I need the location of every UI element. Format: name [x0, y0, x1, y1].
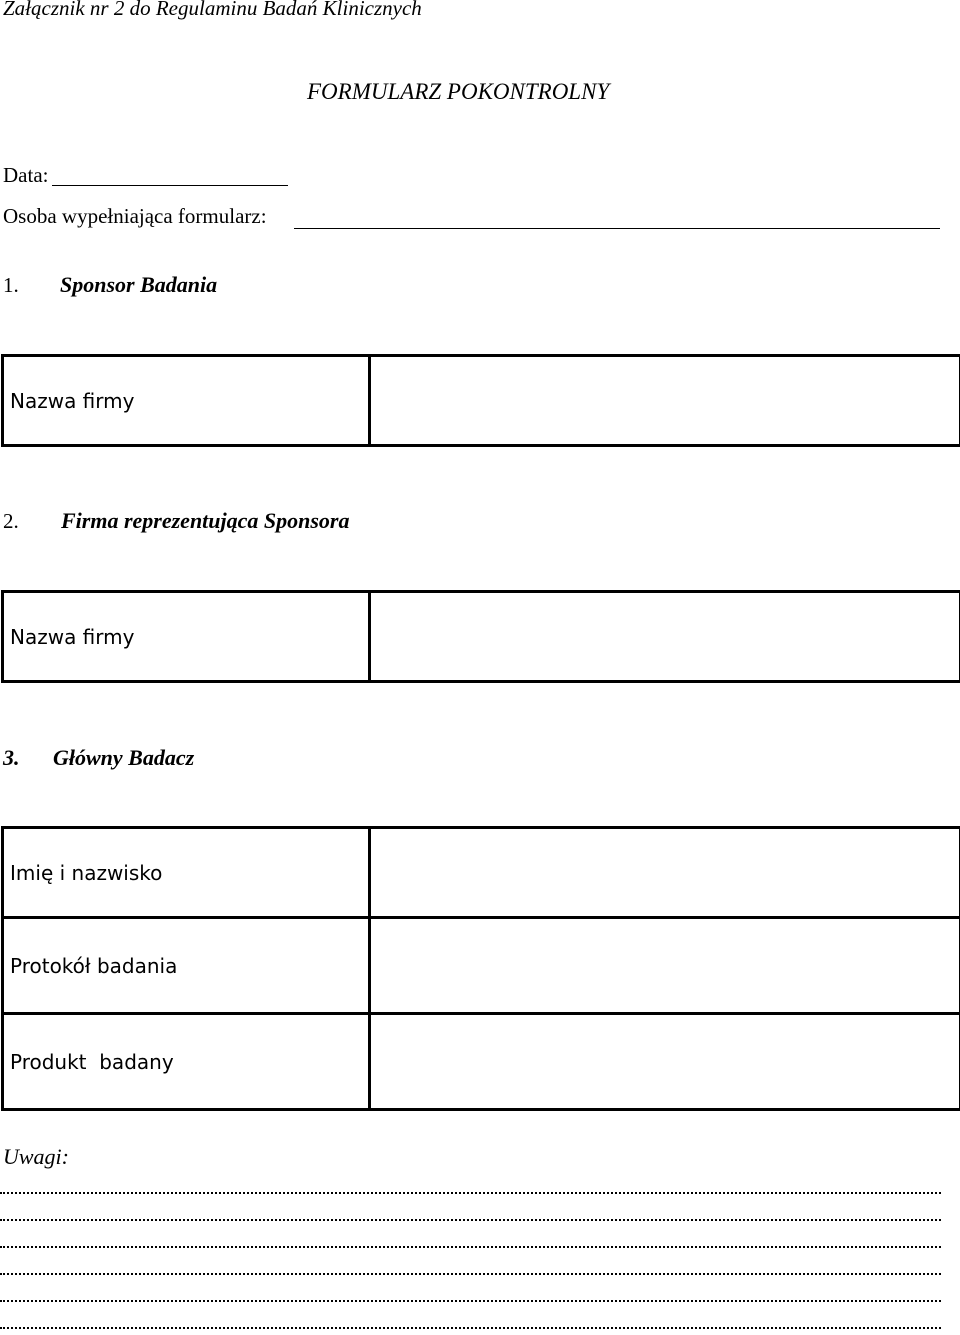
row-label: Produkt badany — [3, 1014, 370, 1110]
notes-line[interactable] — [0, 1273, 941, 1275]
notes-line[interactable] — [0, 1327, 941, 1329]
investigator-name-field[interactable] — [370, 828, 960, 918]
section-1-table — [1, 354, 960, 447]
row-label: Imię i nazwisko — [3, 828, 370, 918]
notes-line[interactable] — [0, 1219, 941, 1221]
section-2-title: Firma reprezentująca Sponsora — [61, 508, 350, 533]
section-3-table — [1, 826, 960, 1111]
filler-label: Osoba wypełniająca formularz: — [3, 204, 267, 228]
notes-label: Uwagi: — [3, 1144, 69, 1169]
table-row — [3, 828, 960, 918]
notes-line[interactable] — [0, 1246, 941, 1248]
notes-line[interactable] — [0, 1300, 941, 1302]
filler-field[interactable] — [294, 228, 940, 229]
date-field[interactable] — [52, 185, 288, 186]
section-3-number: 3. — [3, 745, 20, 770]
section-1-number: 1. — [3, 273, 19, 297]
company-name-field[interactable] — [370, 592, 960, 682]
table-row — [3, 918, 960, 1014]
table-row — [3, 356, 960, 446]
row-label: Protokół badania — [3, 918, 370, 1014]
product-field[interactable] — [370, 1014, 960, 1110]
section-1-title: Sponsor Badania — [60, 272, 218, 297]
company-name-field[interactable] — [370, 356, 960, 446]
notes-line[interactable] — [0, 1192, 941, 1194]
section-2-number: 2. — [3, 509, 19, 533]
section-3-title: Główny Badacz — [53, 745, 195, 770]
row-label: Nazwa firmy — [3, 356, 370, 446]
protocol-field[interactable] — [370, 918, 960, 1014]
table-row — [3, 1014, 960, 1110]
attachment-note: Załącznik nr 2 do Regulaminu Badań Klinicznych — [3, 0, 422, 20]
section-2-table — [1, 590, 960, 683]
date-label: Data: — [3, 163, 49, 187]
form-title: FORMULARZ POKONTROLNY — [307, 79, 610, 104]
table-row — [3, 592, 960, 682]
row-label: Nazwa firmy — [3, 592, 370, 682]
